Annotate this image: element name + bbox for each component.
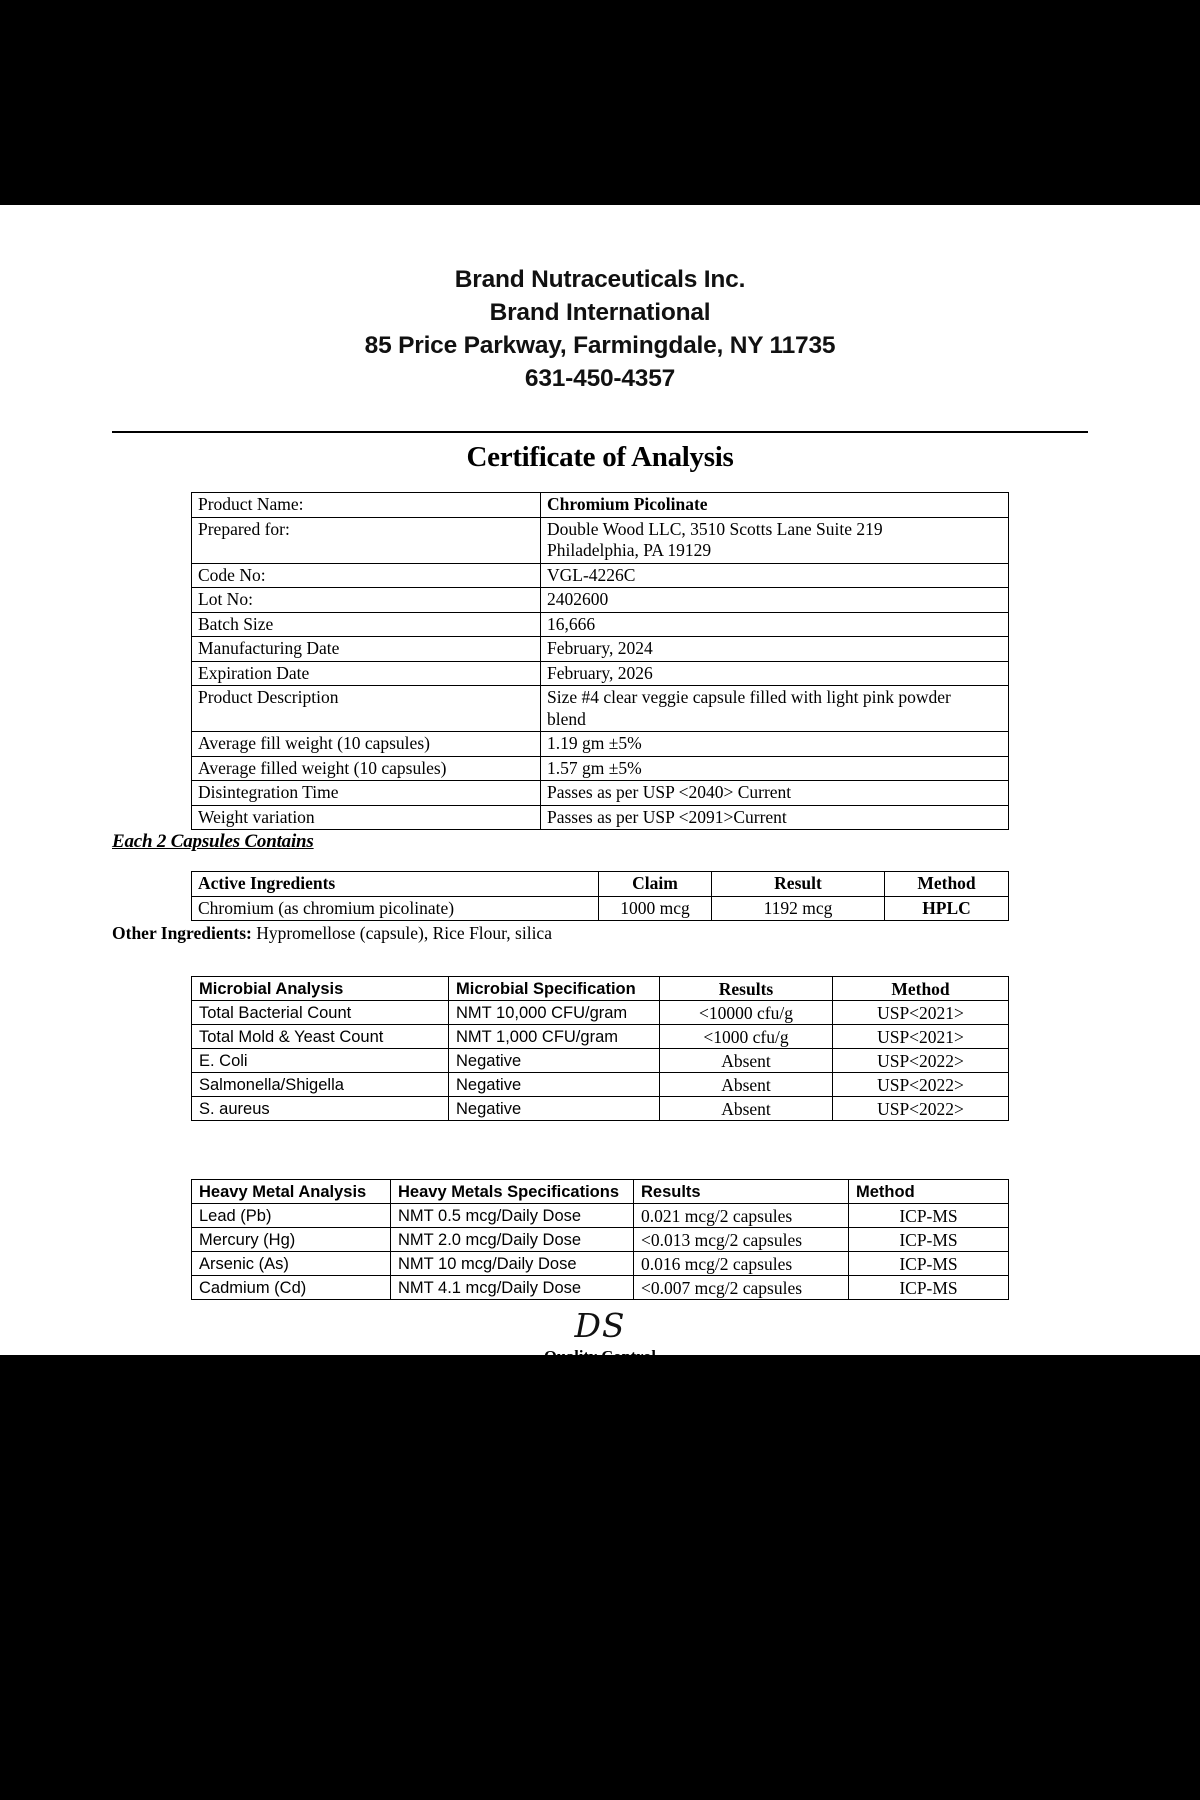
product-field-value: Size #4 clear veggie capsule filled with light pink powder blend — [541, 686, 1009, 732]
microbial-method: USP<2022> — [833, 1049, 1009, 1073]
product-field-label: Expiration Date — [192, 661, 541, 686]
table-row — [192, 588, 1009, 613]
table-row — [192, 1252, 1009, 1276]
other-ingredients-label: Other Ingredients: — [112, 923, 252, 943]
table-row — [192, 1049, 1009, 1073]
active-ingredients-table — [191, 871, 1009, 921]
ingredient-claim: 1000 mcg — [599, 896, 712, 921]
microbial-method: USP<2021> — [833, 1001, 1009, 1025]
microbial-result: <10000 cfu/g — [660, 1001, 833, 1025]
microbial-analysis-table — [191, 976, 1009, 1121]
letterbox-bottom — [0, 1355, 1200, 1800]
product-details-table — [191, 492, 1009, 830]
table-row — [192, 1073, 1009, 1097]
ingredient-method: HPLC — [885, 896, 1009, 921]
heavy-metal-specification: NMT 0.5 mcg/Daily Dose — [391, 1204, 634, 1228]
product-field-value: Passes as per USP <2040> Current — [541, 781, 1009, 806]
heavy-metal-result: 0.021 mcg/2 capsules — [634, 1204, 849, 1228]
signature-mark: DS — [574, 1306, 626, 1345]
heavy-metal-analysis-body — [192, 1180, 1009, 1300]
microbial-analysis-name: Salmonella/Shigella — [192, 1073, 449, 1097]
product-field-label: Product Description — [192, 686, 541, 732]
product-field-label: Weight variation — [192, 805, 541, 830]
table-row — [192, 1276, 1009, 1300]
microbial-method: USP<2022> — [833, 1097, 1009, 1121]
ingredient-result: 1192 mcg — [712, 896, 885, 921]
microbial-specification: Negative — [449, 1097, 660, 1121]
table-row — [192, 756, 1009, 781]
other-ingredients-value: Hypromellose (capsule), Rice Flour, silica — [251, 923, 552, 943]
microbial-specification: Negative — [449, 1073, 660, 1097]
other-ingredients-line — [112, 923, 1200, 944]
table-row — [192, 1097, 1009, 1121]
heavy-metal-method: ICP-MS — [849, 1228, 1009, 1252]
heavy-metal-method: ICP-MS — [849, 1252, 1009, 1276]
product-field-value: Chromium Picolinate — [541, 493, 1009, 518]
table-header-row — [192, 1180, 1009, 1204]
active-ingredients-body — [192, 872, 1009, 921]
heavy-metal-specification: NMT 10 mcg/Daily Dose — [391, 1252, 634, 1276]
column-header: Active Ingredients — [192, 872, 599, 897]
heavy-metal-result: <0.013 mcg/2 capsules — [634, 1228, 849, 1252]
page-title: Certificate of Analysis — [466, 441, 734, 473]
product-field-value: 1.19 gm ±5% — [541, 732, 1009, 757]
table-row — [192, 493, 1009, 518]
product-field-label: Average fill weight (10 capsules) — [192, 732, 541, 757]
company-phone: 631-450-4357 — [524, 365, 676, 392]
column-header: Method — [833, 977, 1009, 1001]
signature-role: Quality Control — [544, 1347, 656, 1366]
letterbox-top — [0, 0, 1200, 205]
microbial-analysis-name: Total Bacterial Count — [192, 1001, 449, 1025]
table-row — [192, 1228, 1009, 1252]
product-field-value: February, 2024 — [541, 637, 1009, 662]
product-field-label: Disintegration Time — [192, 781, 541, 806]
microbial-method: USP<2022> — [833, 1073, 1009, 1097]
signature-block — [0, 1306, 1200, 1390]
heavy-metal-method: ICP-MS — [849, 1204, 1009, 1228]
table-row — [192, 896, 1009, 921]
product-field-label: Manufacturing Date — [192, 637, 541, 662]
microbial-specification: NMT 10,000 CFU/gram — [449, 1001, 660, 1025]
column-header: Heavy Metals Specifications — [391, 1180, 634, 1204]
table-row — [192, 732, 1009, 757]
product-field-value: 2402600 — [541, 588, 1009, 613]
heavy-metal-analysis-table — [191, 1179, 1009, 1300]
microbial-analysis-name: E. Coli — [192, 1049, 449, 1073]
ingredient-name: Chromium (as chromium picolinate) — [192, 896, 599, 921]
column-header: Results — [634, 1180, 849, 1204]
company-division: Brand International — [489, 299, 711, 326]
column-header: Claim — [599, 872, 712, 897]
column-header: Microbial Specification — [449, 977, 660, 1001]
microbial-analysis-name: S. aureus — [192, 1097, 449, 1121]
heavy-metal-name: Cadmium (Cd) — [192, 1276, 391, 1300]
microbial-result: Absent — [660, 1049, 833, 1073]
heavy-metal-name: Mercury (Hg) — [192, 1228, 391, 1252]
product-field-label: Average filled weight (10 capsules) — [192, 756, 541, 781]
column-header: Method — [885, 872, 1009, 897]
table-header-row — [192, 872, 1009, 897]
table-row — [192, 637, 1009, 662]
product-field-value: 1.57 gm ±5% — [541, 756, 1009, 781]
table-row — [192, 563, 1009, 588]
product-field-label: Prepared for: — [192, 517, 541, 563]
microbial-specification: Negative — [449, 1049, 660, 1073]
product-field-label: Lot No: — [192, 588, 541, 613]
microbial-result: Absent — [660, 1097, 833, 1121]
header-divider — [112, 431, 1088, 433]
microbial-result: Absent — [660, 1073, 833, 1097]
signature-date: 4/5/2024 — [567, 1368, 632, 1388]
heavy-metal-method: ICP-MS — [849, 1276, 1009, 1300]
table-row — [192, 1204, 1009, 1228]
table-row — [192, 1001, 1009, 1025]
table-row — [192, 781, 1009, 806]
table-row — [192, 612, 1009, 637]
column-header: Method — [849, 1180, 1009, 1204]
column-header: Heavy Metal Analysis — [192, 1180, 391, 1204]
product-field-label: Batch Size — [192, 612, 541, 637]
each-two-capsules-heading: Each 2 Capsules Contains — [112, 831, 314, 852]
microbial-analysis-body — [192, 977, 1009, 1121]
product-field-value: VGL-4226C — [541, 563, 1009, 588]
table-row — [192, 686, 1009, 732]
company-name: Brand Nutraceuticals Inc. — [454, 266, 746, 293]
heavy-metal-name: Lead (Pb) — [192, 1204, 391, 1228]
product-field-value: Passes as per USP <2091>Current — [541, 805, 1009, 830]
microbial-specification: NMT 1,000 CFU/gram — [449, 1025, 660, 1049]
product-field-value: February, 2026 — [541, 661, 1009, 686]
company-address: 85 Price Parkway, Farmingdale, NY 11735 — [364, 332, 836, 359]
heavy-metal-specification: NMT 2.0 mcg/Daily Dose — [391, 1228, 634, 1252]
product-field-value: Double Wood LLC, 3510 Scotts Lane Suite 219 Philadelphia, PA 19129 — [541, 517, 1009, 563]
microbial-result: <1000 cfu/g — [660, 1025, 833, 1049]
certificate-page — [0, 205, 1200, 1388]
table-row — [192, 661, 1009, 686]
product-field-label: Product Name: — [192, 493, 541, 518]
column-header: Microbial Analysis — [192, 977, 449, 1001]
company-header — [0, 205, 1200, 395]
table-row — [192, 1025, 1009, 1049]
microbial-analysis-name: Total Mold & Yeast Count — [192, 1025, 449, 1049]
product-field-value: 16,666 — [541, 612, 1009, 637]
product-details-body — [192, 493, 1009, 830]
heavy-metal-name: Arsenic (As) — [192, 1252, 391, 1276]
heavy-metal-specification: NMT 4.1 mcg/Daily Dose — [391, 1276, 634, 1300]
product-field-label: Code No: — [192, 563, 541, 588]
column-header: Results — [660, 977, 833, 1001]
microbial-method: USP<2021> — [833, 1025, 1009, 1049]
table-row — [192, 517, 1009, 563]
heavy-metal-result: <0.007 mcg/2 capsules — [634, 1276, 849, 1300]
table-row — [192, 805, 1009, 830]
column-header: Result — [712, 872, 885, 897]
table-header-row — [192, 977, 1009, 1001]
heavy-metal-result: 0.016 mcg/2 capsules — [634, 1252, 849, 1276]
